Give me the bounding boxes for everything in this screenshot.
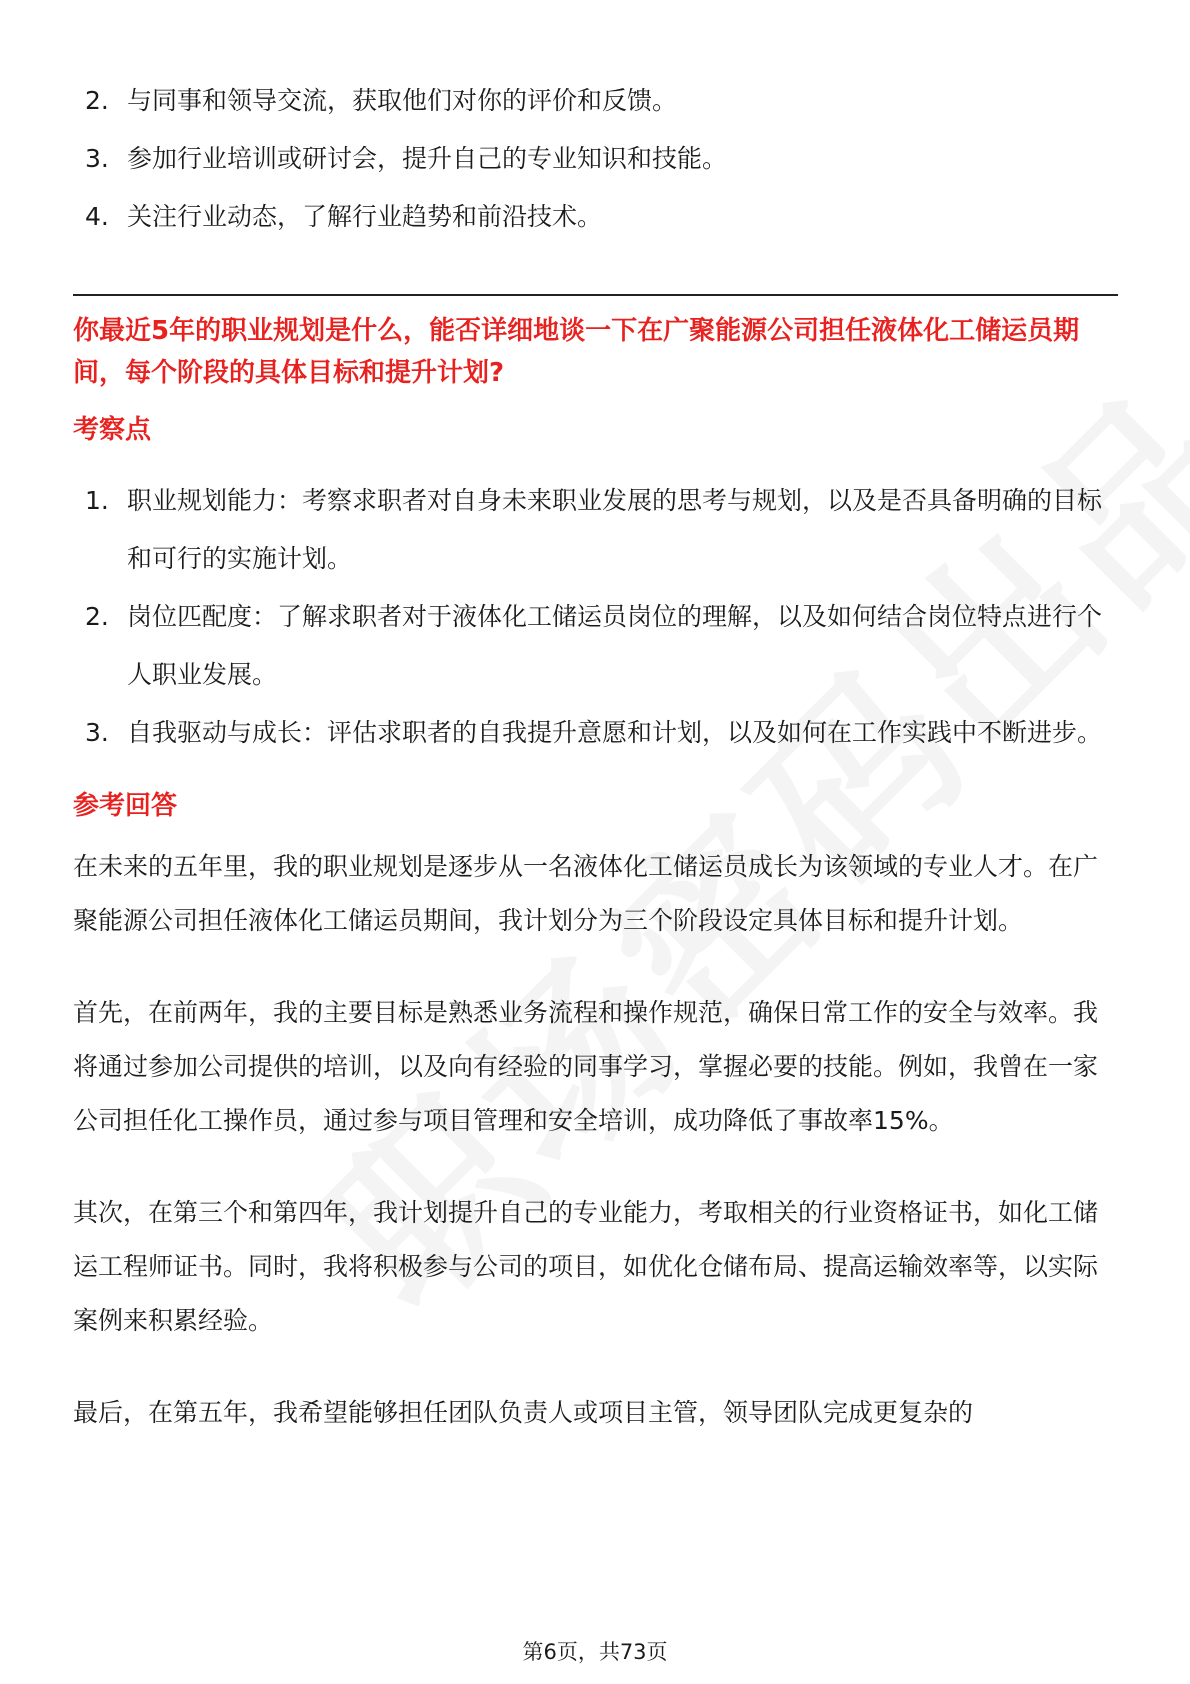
- list-item: [73, 188, 1118, 246]
- answer-paragraph: 最后，在第五年，我希望能够担任团队负责人或项目主管，领导团队完成更复杂的: [73, 1398, 974, 1427]
- page-content: [73, 72, 1118, 1478]
- list-text: 与同事和领导交流，获取他们对你的评价和反馈。: [127, 86, 678, 115]
- list-number: 4.: [85, 202, 109, 231]
- reference-answer-title: 参考回答: [73, 791, 178, 821]
- list-item: [73, 130, 1118, 188]
- list-number: 2.: [85, 86, 109, 115]
- question-heading: 你最近5年的职业规划是什么，能否详细地谈一下在广聚能源公司担任液体化工储运员期间，每个阶段的具体目标和提升计划?: [73, 316, 1080, 388]
- answer-paragraph: 在未来的五年里，我的职业规划是逐步从一名液体化工储运员成长为该领域的专业人才。在广聚能源公司担任液体化工储运员期间，我计划分为三个阶段设定具体目标和提升计划。: [73, 852, 1099, 935]
- list-number: 2.: [85, 602, 109, 631]
- list-item: [73, 588, 1118, 704]
- answer-paragraph: 其次，在第三个和第四年，我计划提升自己的专业能力，考取相关的行业资格证书，如化工储运工程师证书。同时，我将积极参与公司的项目，如优化仓储布局、提高运输效率等，以实际案例来积累经验。: [73, 1198, 1099, 1335]
- list-number: 1.: [85, 486, 109, 515]
- list-number: 3.: [85, 144, 109, 173]
- list-text: 参加行业培训或研讨会，提升自己的专业知识和技能。: [127, 144, 728, 173]
- list-text: 关注行业动态，了解行业趋势和前沿技术。: [127, 202, 603, 231]
- list-item: [73, 704, 1118, 762]
- exam-points-title: 考察点: [73, 415, 152, 445]
- list-text: 岗位匹配度：了解求职者对于液体化工储运员岗位的理解，以及如何结合岗位特点进行个人职业发展。: [127, 602, 1103, 689]
- list-text: 自我驱动与成长：评估求职者的自我提升意愿和计划，以及如何在工作实践中不断进步。: [127, 718, 1103, 747]
- list-number: 3.: [85, 718, 109, 747]
- page-number: 第6页，共73页: [522, 1640, 668, 1664]
- list-item: [73, 472, 1118, 588]
- previous-answer-list: [73, 72, 1118, 246]
- list-text: 职业规划能力：考察求职者对自身未来职业发展的思考与规划，以及是否具备明确的目标和可行的实施计划。: [127, 486, 1103, 573]
- list-item: [73, 72, 1118, 130]
- section-divider: [73, 294, 1118, 296]
- answer-paragraph: 首先，在前两年，我的主要目标是熟悉业务流程和操作规范，确保日常工作的安全与效率。我将通过参加公司提供的培训，以及向有经验的同事学习，掌握必要的技能。例如，我曾在一家公司担任化工操作员，通过参与项目管理和安全培训，成功降低了事故率15%。: [73, 998, 1099, 1135]
- exam-points-list: [73, 472, 1118, 762]
